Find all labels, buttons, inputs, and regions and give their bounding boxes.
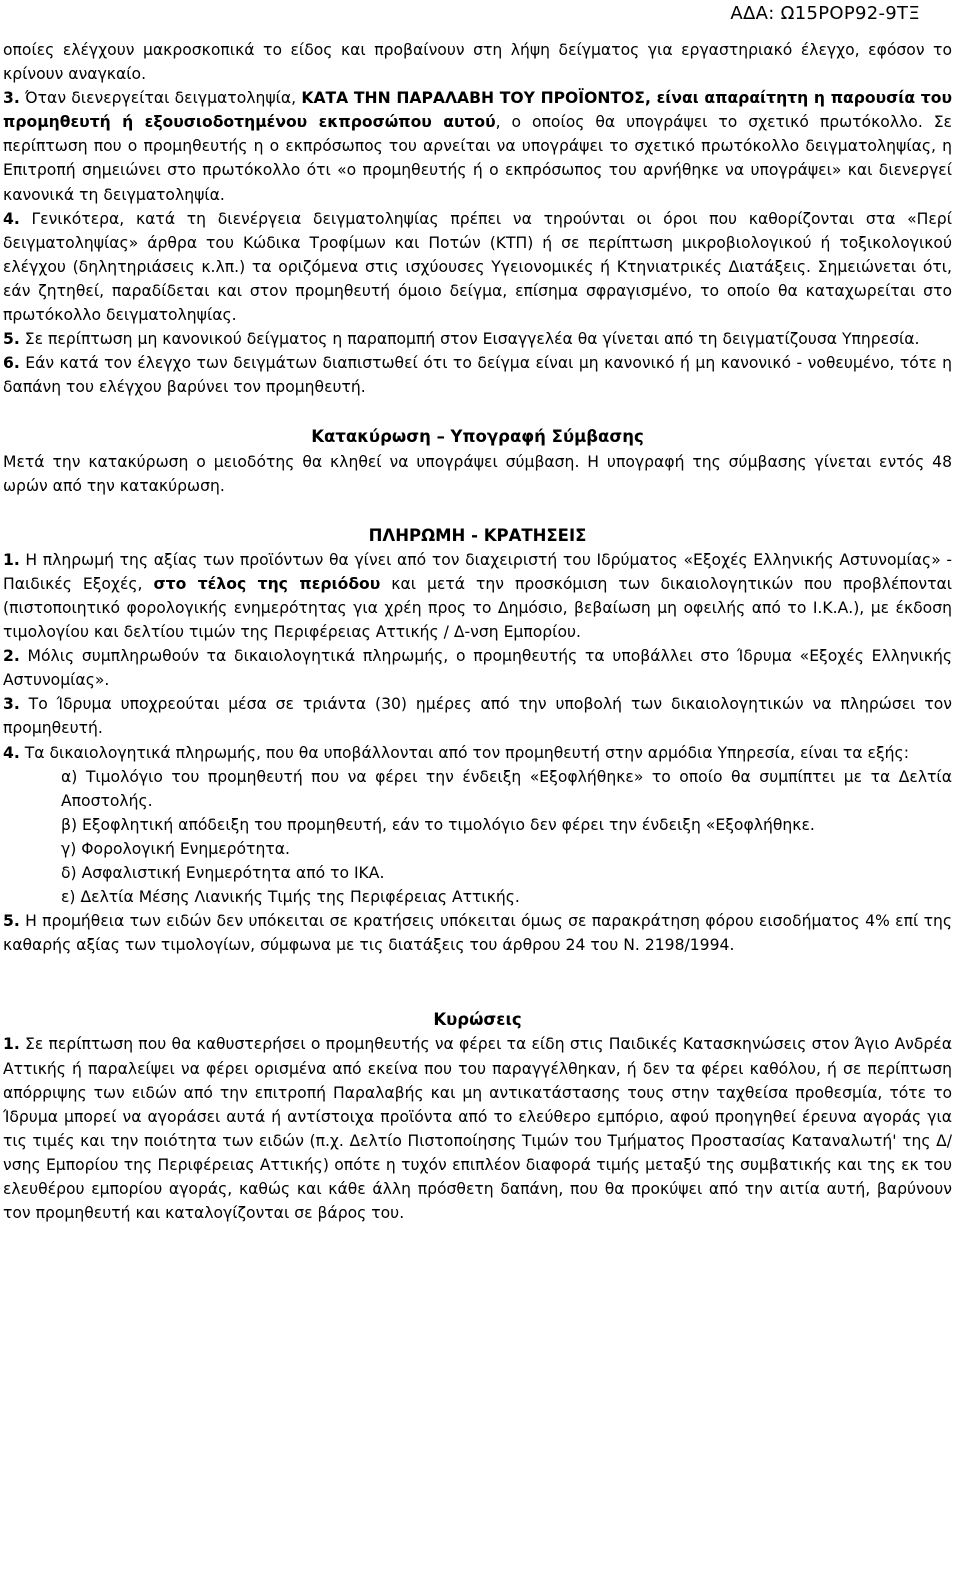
paragraph-text: Η πληρωμή της αξίας των προϊόντων θα γίνει από τον διαχειριστή του Ιδρύματος «Εξοχές Ελληνικής Αστυνομίας» - Παιδικές Εξοχές,: [3, 550, 952, 593]
paragraph-number: 5.: [3, 912, 20, 931]
paragraph-text: Όταν διενεργείται δειγματοληψία,: [19, 89, 302, 108]
paragraph-number: 4.: [3, 209, 20, 228]
paragraph-text: Σε περίπτωση που θα καθυστερήσει ο προμηθευτής να φέρει τα είδη στις Παιδικές Κατασκηνώσεις στον Άγιο Ανδρέα Αττικής ή παραλείψει να φέρει ορισμένα από εκείνα που του παραγγέλθηκαν, ή δεν τα φέρει καθόλου, ή σε περίπτωση απόρριψης των ειδών από την επιτροπή Παραλαβής και μη αντικατάστασης τους στην ταχθείσα προθεσμία, τότε το Ίδρυμα μπορεί να αγοράσει αυτά ή αντίστοιχα προϊόντα από το ελεύθερο εμπόριο, αφού προηγηθεί έρευνα αγοράς για τις τιμές και την ποιότητα των ειδών (π.χ. Δελτίο Πιστοποίησης Τιμών του Τμήματος Προστασίας Καταναλωτή' της Δ/νσης Εμπορίου της Περιφέρειας Αττικής) οπότε η τυχόν επιπλέον διαφορά τιμής μεταξύ της συμβατικής και της εκ του ελευθέρου εμπορίου αγοράς, καθώς και κάθε άλλη πρόσθετη δαπάνη, που θα προκύψει από την αιτία αυτή, βαρύνουν τον προμηθευτή και καταλογίζονται σε βάρος του.: [3, 1035, 952, 1223]
document-body: [3, 38, 952, 1225]
paragraph-text: Το Ίδρυμα υποχρεούται μέσα σε τριάντα (30) ημέρες από την υποβολή των δικαιολογητικών να πληρώσει τον προμηθευτή.: [3, 695, 952, 738]
list-item: ε) Δελτία Μέσης Λιανικής Τιμής της Περιφέρειας Αττικής.: [61, 888, 520, 907]
paragraph-number: 3.: [3, 89, 20, 108]
paragraph-number: 1.: [3, 550, 20, 569]
list-item: γ) Φορολογική Ενημερότητα.: [61, 839, 290, 858]
paragraph-text: Γενικότερα, κατά τη διενέργεια δειγματοληψίας πρέπει να τηρούνται οι όροι που καθορίζονται στα «Περί δειγματοληψίας» άρθρα του Κώδικα Τροφίμων και Ποτών (ΚΤΠ) ή σε περίπτωση μικροβιολογικού ή τοξικολογικού ελέγχου (δηλητηριάσεις κ.λπ.) τα οριζόμενα στις ισχύουσες Υγειονομικές ή Κτηνιατρικές Διατάξεις. Σημειώνεται ότι, εάν ζητηθεί, παραδίδεται και στον προμηθευτή όμοιο δείγμα, επίσημα σφραγισμένο, το οποίο θα καταχωρείται στο πρωτόκολλο δειγματοληψίας.: [3, 209, 952, 325]
sanctions-paragraph-1: [3, 1032, 952, 1225]
payment-paragraph-1: [3, 548, 952, 644]
paragraph-text: Μόλις συμπληρωθούν τα δικαιολογητικά πληρωμής, ο προμηθευτής τα υποβάλλει στο Ίδρυμα «Εξοχές Ελληνικής Αστυνομίας».: [3, 647, 952, 690]
award-text: Μετά την κατακύρωση ο μειοδότης θα κληθεί να υπογράψει σύμβαση. Η υπογραφή της σύμβασης γίνεται εντός 48 ωρών από την κατακύρωση.: [3, 452, 952, 495]
paragraph-bold-text: στο τέλος της περιόδου: [153, 574, 381, 593]
payment-paragraph-5: [3, 909, 952, 957]
paragraph-text: και μετά την προσκόμιση των δικαιολογητικών που προβλέπονται (πιστοποιητικό φορολογικής ενημερότητας για χρέη προς το Δημόσιο, βεβαίωση μη οφειλής από το Ι.Κ.Α.), με έκδοση τιμολογίου και δελτίου τιμών της Περιφέρειας Αττικής / Δ-νση Εμπορίου.: [3, 574, 953, 642]
payment-heading: ΠΛΗΡΩΜΗ - ΚΡΑΤΗΣΕΙΣ: [368, 525, 587, 545]
paragraph-number: 5.: [3, 330, 20, 349]
paragraph-number: 4.: [3, 743, 20, 762]
sampling-paragraph-3: [3, 86, 952, 206]
ada-code: ΑΔΑ: Ω15ΡΟΡ92-9ΤΞ: [730, 3, 920, 24]
payment-paragraph-4: [3, 741, 952, 765]
paragraph-number: 1.: [3, 1035, 20, 1054]
sanctions-heading: Κυρώσεις: [433, 1010, 522, 1030]
paragraph-text: Εάν κατά τον έλεγχο των δειγμάτων διαπιστωθεί ότι το δείγμα είναι μη κανονικό ή μη κανονικό - νοθευμένο, τότε η δαπάνη του ελέγχου βαρύνει τον προμηθευτή.: [3, 354, 952, 397]
paragraph-number: 3.: [3, 695, 20, 714]
payment-paragraph-3: [3, 692, 952, 740]
list-item: α) Τιμολόγιο του προμηθευτή που να φέρει την ένδειξη «Εξοφλήθηκε» το οποίο θα συμπίπτει με τα Δελτία Αποστολής.: [61, 767, 952, 810]
paragraph-text: Τα δικαιολογητικά πληρωμής, που θα υποβάλλονται από τον προμηθευτή στην αρμόδια Υπηρεσία, είναι τα εξής:: [19, 743, 909, 762]
sampling-paragraph-6: [3, 351, 952, 399]
paragraph-text: , ο οποίος θα υπογράψει το σχετικό πρωτόκολλο. Σε περίπτωση που ο προμηθευτής η ο εκπρόσωπος του αρνείται να υπογράψει το σχετικό πρωτόκολλο δειγματοληψίας, η Επιτροπή σημειώνει στο πρωτόκολλο ότι «ο προμηθευτής ή ο εκπρόσωπος του αρνήθηκε να υπογράψει» και διενεργεί κανονικά τη δειγματοληψία.: [3, 113, 952, 204]
paragraph-text: Η προμήθεια των ειδών δεν υπόκειται σε κρατήσεις υπόκειται όμως σε παρακράτηση φόρου εισοδήματος 4% επί της καθαρής αξίας των τιμολογίων, σύμφωνα με τις διατάξεις του άρθρου 24 του Ν. 2198/1994.: [3, 912, 952, 955]
paragraph-bold-text: ΚΑΤΑ ΤΗΝ ΠΑΡΑΛΑΒΗ ΤΟΥ ΠΡΟΪΟΝΤΟΣ, είναι απαραίτητη η παρουσία του προμηθευτή ή εξουσιοδοτημένου εκπροσώπου αυτού: [3, 89, 952, 132]
payment-paragraph-2: [3, 644, 952, 692]
sampling-paragraph-5: [3, 327, 952, 351]
payment-documents-list: [3, 765, 952, 910]
paragraph-number: 6.: [3, 354, 20, 373]
sampling-intro: οποίες ελέγχουν μακροσκοπικά το είδος και προβαίνουν στη λήψη δείγματος για εργαστηριακό έλεγχο, εφόσον το κρίνουν αναγκαίο.: [3, 41, 952, 84]
paragraph-text: Σε περίπτωση μη κανονικού δείγματος η παραπομπή στον Εισαγγελέα θα γίνεται από τη δειγματίζουσα Υπηρεσία.: [19, 330, 920, 349]
list-item: δ) Ασφαλιστική Ενημερότητα από το ΙΚΑ.: [61, 864, 385, 882]
list-item: β) Εξοφλητική απόδειξη του προμηθευτή, εάν το τιμολόγιο δεν φέρει την ένδειξη «Εξοφλήθηκε.: [61, 815, 815, 834]
sampling-paragraph-4: [3, 207, 952, 327]
paragraph-number: 2.: [3, 647, 20, 666]
award-heading: Κατακύρωση – Υπογραφή Σύμβασης: [311, 427, 644, 447]
